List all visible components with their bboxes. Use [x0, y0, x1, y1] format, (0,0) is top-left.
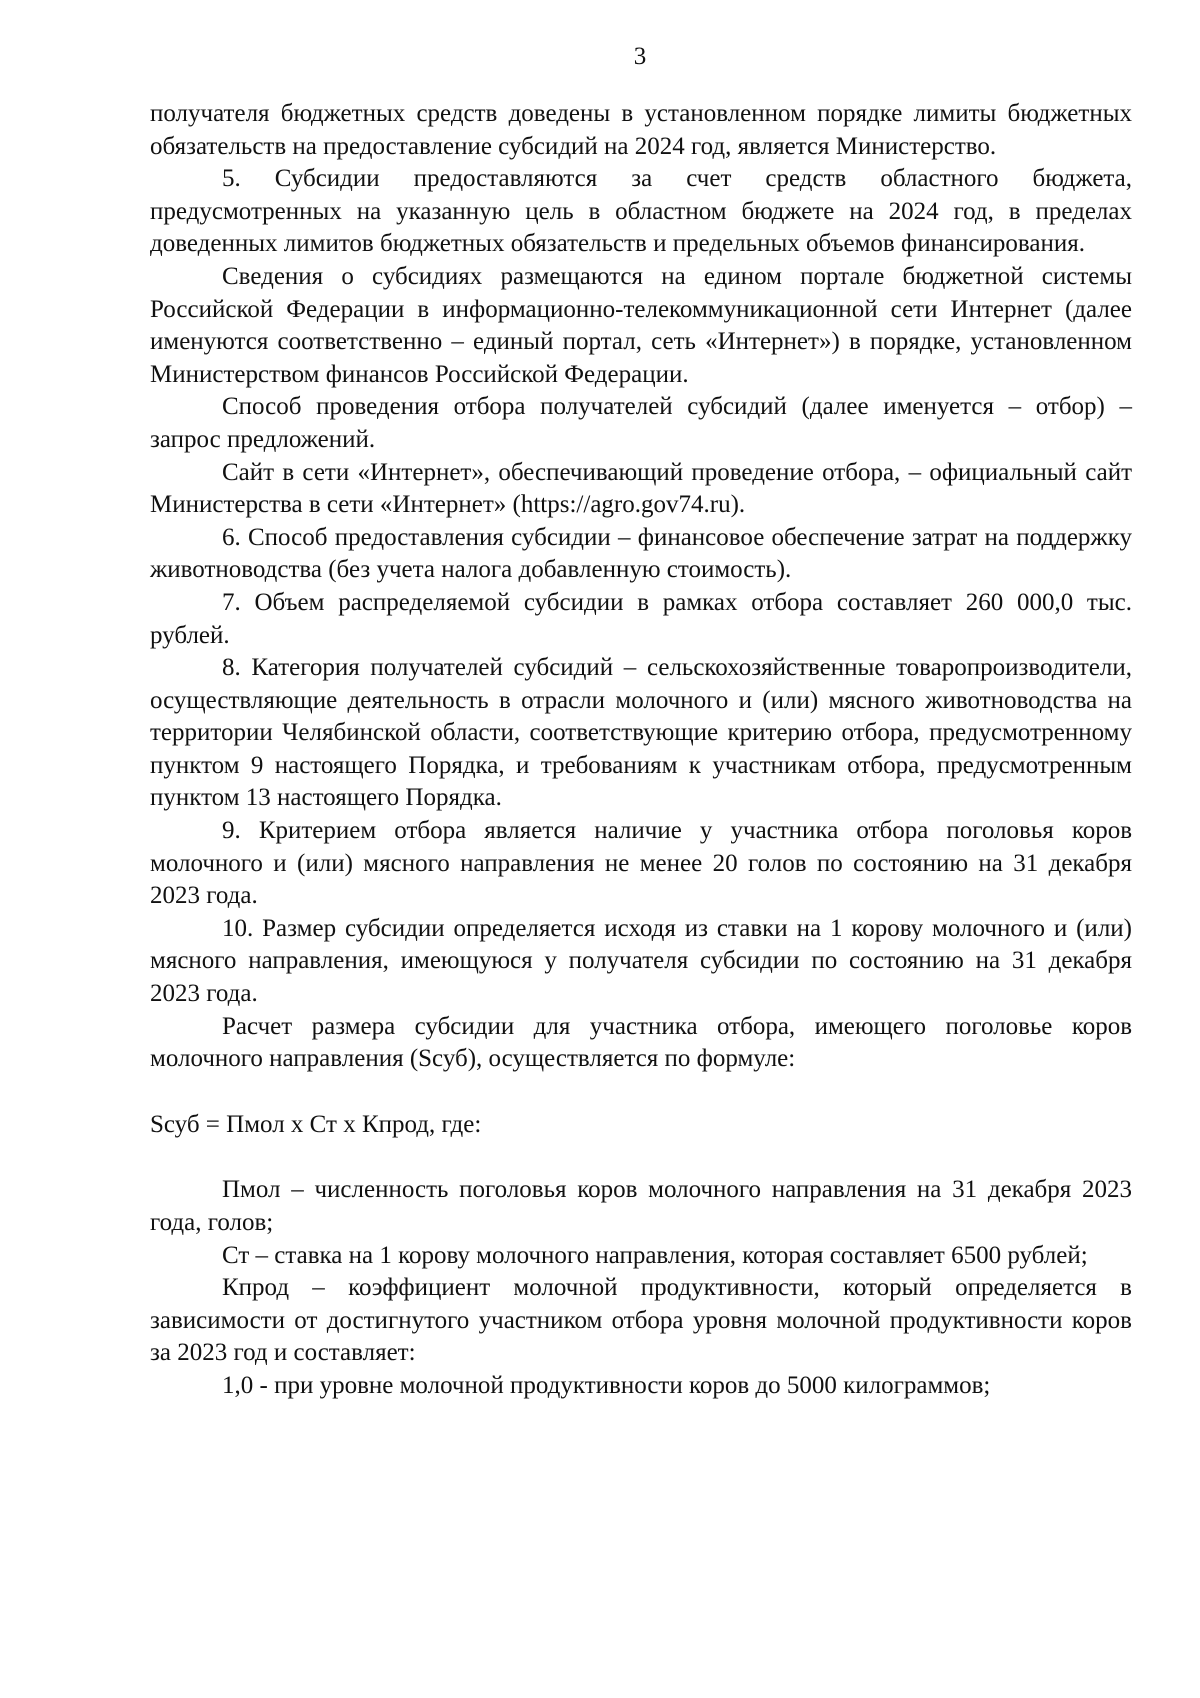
paragraph-item-8: 8. Категория получателей субсидий – сельскохозяйственные товаропроизводители, осуществляющие деятельность в отрасли молочного и (или) мясного животноводства на территории Челябинской области, соответствующие критерию отбора, предусмотренному пунктом 9 настоящего Порядка, и требованиям к участникам отбора, предусмотренным пунктом 13 настоящего Порядка.	[150, 654, 1132, 812]
paragraph-item-10: 10. Размер субсидии определяется исходя из ставки на 1 корову молочного и (или) мясного направления, имеющуюся у получателя субсидии по состоянию на 31 декабря 2023 года.	[150, 914, 1132, 1008]
definition-st: Ст – ставка на 1 корову молочного направления, которая составляет 6500 рублей;	[222, 1241, 1088, 1269]
paragraph-continuation: получателя бюджетных средств доведены в установленном порядке лимиты бюджетных обязательств на предоставление субсидий на 2024 год, является Министерство.	[150, 100, 1132, 160]
definition-kprod-value-1: 1,0 - при уровне молочной продуктивности коров до 5000 килограммов;	[222, 1371, 991, 1399]
definition-pmol: Пмол – численность поголовья коров молочного направления на 31 декабря 2023 года, голов;	[150, 1176, 1132, 1236]
paragraph-item-7: 7. Объем распределяемой субсидии в рамках отбора составляет 260 000,0 тыс. рублей.	[150, 588, 1132, 649]
paragraph-item-9: 9. Критерием отбора является наличие у участника отбора поголовья коров молочного и (или) мясного направления не менее 20 голов по состоянию на 31 декабря 2023 года.	[150, 817, 1132, 910]
paragraph-selection-method: Способ проведения отбора получателей субсидий (далее именуется – отбор) – запрос предложений.	[150, 393, 1132, 453]
paragraph-item-5: 5. Субсидии предоставляются за счет средств областного бюджета, предусмотренных на указанную цель в областном бюджете на 2024 год, в пределах доведенных лимитов бюджетных обязательств и предельных объемов финансирования.	[150, 165, 1132, 258]
paragraph-subsidy-info: Сведения о субсидиях размещаются на едином портале бюджетной системы Российской Федерации в информационно-телекоммуникационной сети Интернет (далее именуются соответственно – единый портал, сеть «Интернет») в порядке, установленном Министерством финансов Российской Федерации.	[150, 262, 1132, 388]
paragraph-website: Сайт в сети «Интернет», обеспечивающий проведение отбора, – официальный сайт Министерства в сети «Интернет» (https://agro.gov74.ru).	[150, 458, 1132, 519]
formula: Sсуб = Пмол х Ст х Кпрод, где:	[150, 1110, 482, 1138]
paragraph-calculation-intro: Расчет размера субсидии для участника отбора, имеющего поголовье коров молочного направления (Sсуб), осуществляется по формуле:	[150, 1012, 1132, 1073]
page-number: 3	[633, 43, 647, 70]
definition-kprod: Кпрод – коэффициент молочной продуктивности, который определяется в зависимости от достигнутого участником отбора уровня молочной продуктивности коров за 2023 год и составляет:	[150, 1274, 1132, 1367]
paragraph-item-6: 6. Способ предоставления субсидии – финансовое обеспечение затрат на поддержку животноводства (без учета налога добавленную стоимость).	[150, 523, 1132, 584]
document-body	[150, 98, 1132, 1403]
